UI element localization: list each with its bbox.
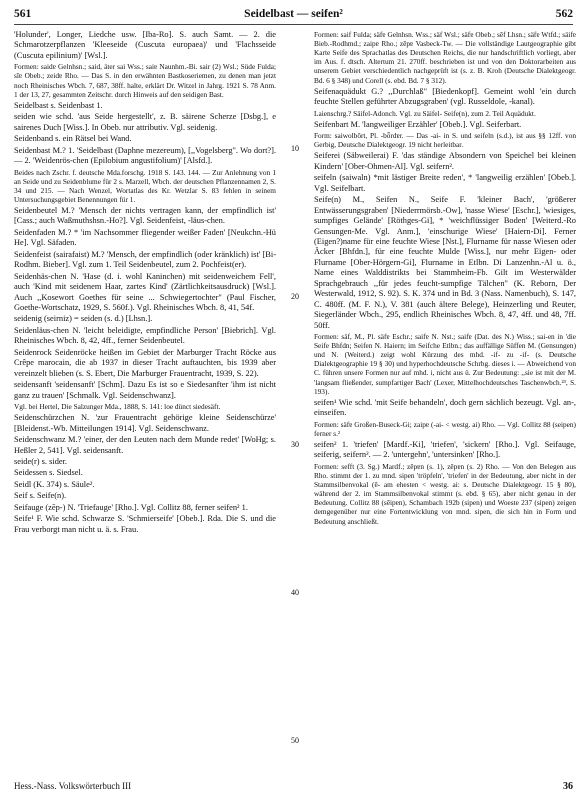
left-column	[14, 30, 276, 774]
entry-note: Form: saiwolbōrt, Pl. -bȫrdɐr. — Das -ai- in S. und seifeln (s.d.), ist aus §§ 12ff. von Gerbig, Deutsche Dialektgeogr. 19 nicht herleitbar.	[314, 131, 576, 150]
dictionary-entry: Seidenfaden M.? * 'im Nachsommer fliegender weißer Faden' [Neukchn.-Hü He]. Vgl. Säfaden.	[14, 227, 276, 248]
dictionary-entry: seide(r) s. sider.	[14, 457, 68, 467]
line-number: 20	[291, 292, 299, 301]
entry-note: Formen: säf, M., Pl. säfɐ Eschr.; saifɐ N. Nst.; saifɐ (Dat. des N.) Wiss.; sai-en in 'die Seife Bhfdn; Seifen N. Haiern; im Seifche Etlbn.; das auffällige Süffen M. (Gensungen) und N. (Weiterd.) zeigt wohl Kürzung des mhd. -if- zu -if- (s. Deutsche Dialektgeographie 19 § 30) und hyperhochdeutsche Schrbg. dieses i. — Abweichend von C. führen unsere Formen nur auf mhd. i, nicht aus ü. Zur Bedeutung: ,,sie ist mit der M. 'langsam fließender, sumpfartiger Bach' (Lexer, Mittelhochdeutsches Taschenwbch.²³, S. 193).	[314, 332, 576, 396]
dictionary-entry: 'Holunder', Longer, Liedche usw. [Iba-Ro]. S. auch Samt. — 2. die Schmarotzerpflanzen 'Kleeseide (Cuscuta europaea)' und 'Flachsseide (Cuscuta epilinium)' [Wsl.].	[14, 30, 276, 60]
dictionary-entry: seiden wie schd. 'aus Seide hergestellt', z. B. säirene Scherze [Dsbg.], e sairenes Duch [Wiss.]. In Obeb. nur attributiv. Vgl. seidenig.	[14, 112, 276, 132]
line-numbers	[282, 30, 308, 774]
dictionary-entry: seidenig (seirniz) = seiden (s. d.) [Lhsn.].	[14, 314, 153, 324]
dictionary-entry: seifen² 1. 'triefen' [Mardf.-Ki], 'triefen', 'sickern' [Rho.]. Vgl. Seifauge, seiferig, seifern². — 2. 'untergehn', 'untersinken' [Rho.].	[314, 439, 576, 460]
dictionary-entry: Seife¹ F. Wie schd. Schwarze S. 'Schmierseife' [Obeb.]. Rda. Die S. und die Frau verborgt man nicht u. ä. s. Frau.	[14, 514, 276, 534]
entry-note: Formen: säfɐ Großen-Buseck-Gi; zaipɐ (-ai- < westg. ai) Rho. — Vgl. Collitz 88 (seipen) ferner s.²	[314, 419, 576, 438]
entry-note: Beides nach Zschr. f. deutsche Mda.forschg. 1918 S. 143. 144. — Zur Anlehnung von 1 an Seide und zu Seidenblume für 2 s. Marzell, Wbch. der deutschen Pflanzennamen 2, S. 34 und 215. — Nach Wenzel, Wortatlas des Kr. Wetzlar S. 83 fehlen in seinem Untersuchungsgebiet Benennungen für 1.	[14, 167, 276, 204]
dictionary-entry: Seidenhäs-chen N. 'Hase (d. i. wohl Kaninchen) mit seidenweichem Fell', auch 'Kind mit seidenem Haar, zartes Kind' (Zärtlichkeitsausdruck) [Wsl.]. Auch ,,Kosewort Goethes für seine ... Schwiegertochter" (Paul Fischer, Goethe-Wortschatz, 1929, S. 560f.). Vgl. Rheinisches Wbch. 8, 41, 54f.	[14, 271, 276, 313]
dictionary-entry: Seidl (K. 374) s. Säule².	[14, 479, 95, 489]
dictionary-entry: Seidenrock Seidenröcke heißen im Gebiet der Marburger Tracht Röcke aus Crêpe marocain, die ab 1937 in dieser Tracht auftauchten, bis 1939 aber vereinzelt blieben (s. S. Ebert, Die Marburger Frauentracht, 1939, S. 22).	[14, 347, 276, 378]
dictionary-entry: seifen¹ Wie schd. 'mit Seife behandeln', doch gern sächlich bezeugt. Vgl. an-, einseifen.	[314, 397, 576, 418]
dictionary-entry: Seidenschwanz M.? 'einer, der den Leuten nach dem Munde redet' [WoHg; s. Heßler 2, 541]. Vgl. seidensanft.	[14, 435, 276, 455]
dictionary-entry: Seifenaquädukt G.? ,,Durchlaß" [Biedenkopf]. Gemeint wohl 'ein durch feuchte Stellen geführter Abzugsgraben' (vgl. Russeldole, -kanal).	[314, 86, 576, 107]
dictionary-entry: Seidenbast M.? 1. 'Seidelbast (Daphne mezereum), [,,Vogelsberg". Wo dort?]. — 2. 'Weidenrös-chen (Epilobium angustifolium)' [Alsfd.].	[14, 145, 276, 166]
entry-note: Formen: sefft (3. Sg.) Mardf.; zēpɐn (s. 1), zēpɐn (s. 2) Rho. — Von den Belegen aus Rho. stimmt der 1. zu mnd. sipen 'tröpfeln', 'triefen' in der Bedeutung, aber nicht in der Stammsilbenvokal (ē- am ehesten < westg. ai: s. Deutsche Dialektgeogr. 15 § 80), während der 2. im Stammsilbenvokal stimmt (s. ebd. § 65), aber nicht genau in der Bedeutung. Collitz 88 (sēipɐn), Schambach 192b (sipen) und Woeste 237 (sipen) zeigen demgegenüber nur eine Fortentwicklung von mnd. sipen, die sich hin in Form und Bedeutung anschließt.	[314, 461, 576, 526]
dictionary-entry: Seidenband s. ein Rätsel bei Wand.	[14, 134, 132, 144]
entry-note: Laienschrg.? Säifel-Adonch. Vgl. zu Säifel- Seife(n), zum 2. Teil Aquädukt.	[314, 108, 536, 118]
line-number: 50	[291, 736, 299, 745]
dictionary-entry: Seifauge (zēp-) N. 'Triefauge' [Rho.]. Vgl. Collitz 88, ferner seifen² 1.	[14, 502, 248, 512]
dictionary-entry: Seidessen s. Siedsel.	[14, 468, 83, 478]
dictionary-entry: Seidelbast s. Seidenbast 1.	[14, 100, 103, 110]
page-number-right: 562	[555, 8, 573, 20]
right-column	[314, 30, 576, 774]
sheet-number: 36	[563, 781, 573, 792]
header-rule	[14, 24, 573, 25]
dictionary-entry: Seifenbart M. 'langweiliger Erzähler' [Obeb.]. Vgl. Seiferbart.	[314, 119, 522, 129]
dictionary-entry: seidensanft 'seidensanft' [Schm]. Dazu Es ist so e Siedesanfter 'ihm ist nicht ganz zu trauen' [Schmalk. Vgl. Seidenschwanz].	[14, 380, 276, 400]
dictionary-entry: Seidenbeutel M.? 'Mensch der nichts vertragen kann, der empfindlich ist' [Cass.; auch Waßmuthshsn.-Ho?]. Vgl. Seidenfeist, -läus-chen.	[14, 205, 276, 226]
dictionary-entry: Seidenläus-chen N. 'leicht beleidigte, empfindliche Person' [Biebrich]. Vgl. Rheinisches Wbch. 8, 42, 4ff., ferner Seidenbeutel.	[14, 325, 276, 346]
entry-note: Vgl. bei Hertel, Die Salzunger Mda., 1888, S. 141: loe dünct siedesäft.	[14, 402, 221, 412]
running-title: Seidelbast — seifen²	[244, 8, 343, 20]
dictionary-entry: Seidenfeist (sairafaist) M.? 'Mensch, der empfindlich (oder kränklich) ist' [Bi-Rodhm. Bieber]. Vgl. zum 1. Teil Seidenbeutel, zum 2. Pochfeist(er).	[14, 249, 276, 270]
line-number: 10	[291, 144, 299, 153]
dictionary-entry: Seife(n) M., Seifen N., Seife F. 'kleiner Bach', 'größerer Entwässerungsgraben' [Niederrmörsb.-Ow], 'nasse Wiese' [Eschr.], 'wiesiges, sumpfiges Gelände' [Röthges-Gi], * 'weichflüssiger Boden' [Weiterd.-Ro Gensungen-Me. Vgl. Anm.], 'einschurige Wiese' [Haiern-Di]. Ferner (Eigen?)name für eine feuchte Wiese [Nst.], Flurname für nasse Wiesen oder Äcker [Bhfdn.], für eine feuchte Mulde [Wiss.], nur mehr Eigen- oder Flurname [Ober-Hörgern-Gi], Flurname in Etlbn. Di Lanzenhn.-Al u. ö., Name eines Walddistrikts bei Stammheim-Fb. Gilt im Westerwälder Sprachgebrauch ,,für jedes feucht-sumpfige Tälchen" (K. Reborn, Der Westerwald, 1912, S. 92). S. K. 374 und in Bd. 3 (Nass. Namenbuch), S. 147, C. 480ff. (M. F. N.), V. 381 (auch ältere Belege), Heinzerling und Reuter, Siegerländer Wbch., 295, endlich Rheinisches Wbch. 8, 47, 4ff. und 48, 7ff. 50ff.	[314, 195, 576, 330]
publisher-line: Hess.-Nass. Volkswörterbuch III	[14, 781, 132, 791]
page-header	[14, 8, 573, 24]
entry-note: Formen: saif Fulda; säfɐ Gelnhsn. Wss.; säf Wsl.; säfɐ Obeb.; sēf Lhsn.; säfɐ Wtfd.; säifɐ Bieb.-Rodhmd.; zaipɐ Rho.; zēpɐ Vasbeck-Tw. — Die vollständige Lautgeographie gibt Karte Seife des Sprachatlas des Deutschen Reichs, die nur handschriftlich vorliegt, aber im Aus. f. dtsch. Altertum 21. 270ff. beschrieben ist und von den Doktorarbeiten aus unserem Gebiet verschiedentlich nachgeprüft ist (s. z. B. Kroh (Deutsche Dialektgeogr. Bd. 6 § 348) und Corell (s. ebd. Bd. 7 § 312).	[314, 30, 576, 85]
line-number: 30	[291, 440, 299, 449]
line-number: 40	[291, 588, 299, 597]
dictionary-entry: Seiferei (Säbweilerai) F. 'das ständige Absondern von Speichel bei kleinen Kindern' [Ober-Ohmen-Al]. Vgl. seifern².	[314, 151, 576, 171]
dictionary-entry: Seidenschürzchen N. 'zur Frauentracht gehörige kleine Seidenschürze' [Bleidenst.-Wb. Mitteilungen 1914]. Vgl. Seidenschwanz.	[14, 413, 276, 433]
page-number-left: 561	[14, 8, 32, 20]
entry-note: Formen: saidɐ Gelnhsn.; said, äter sai Wss.; saiɐ Naunhm.-Bi. sair (2) Wsl.; Süde Fulda; sīɐ Obeb.; zeidɐ Rho. — Das S. in den erwähnten Bastkoseriemen, zu denen man jetzt noch Rheinisches Wbch. 7, 687, 38ff. halte, erklärt Dr. Witzel in Jahrg. 1921 S. 78 Anm. 1 der 13, 27, gesammten Zeitschr. durch Hinweis auf den seidigen Bast.	[14, 62, 276, 99]
dictionary-entry: seifeln (saiwaln) *mit lästiger Breite reden', * 'langweilig erzählen' [Obeb.]. Vgl. Seifelbart.	[314, 173, 576, 193]
dictionary-entry: Seif s. Seife(n).	[14, 491, 67, 501]
page-footer	[14, 781, 573, 795]
